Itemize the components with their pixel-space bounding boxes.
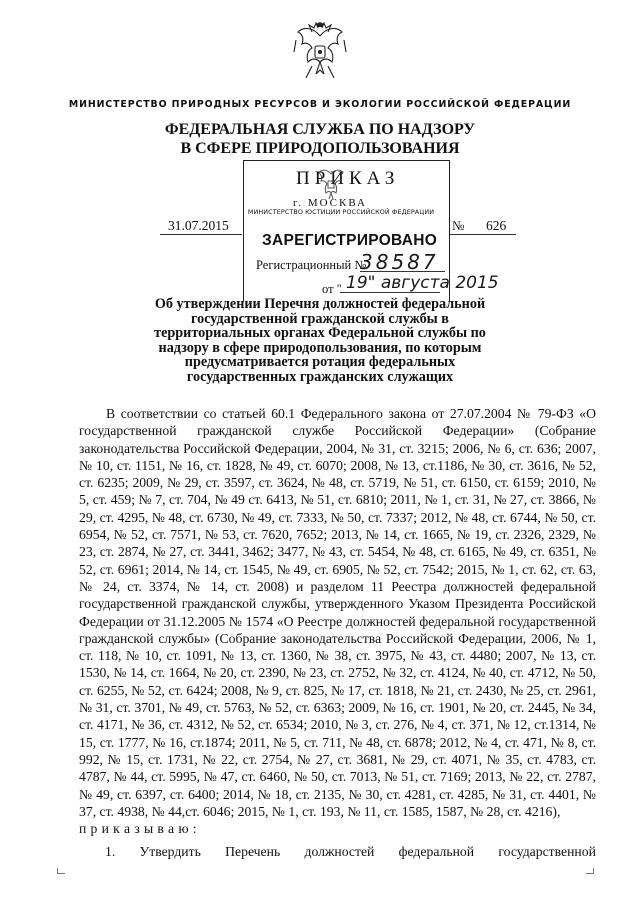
item-word: федеральной	[398, 844, 475, 859]
coat-of-arms-emblem	[292, 22, 348, 86]
crop-mark-right	[586, 868, 594, 874]
order-directive: п р и к а з ы в а ю :	[79, 821, 198, 837]
stamp-registration-underline	[360, 271, 445, 272]
subject-line: государственной гражданской службы в	[191, 310, 449, 327]
subject-line: надзору в сфере природопользования, по которым	[158, 339, 482, 356]
order-number: 626	[486, 218, 507, 233]
stamp-registration-date: 19" августа 2015	[346, 273, 499, 293]
item-word: Утвердить	[139, 844, 201, 859]
crop-mark-left	[57, 868, 65, 874]
stamp-registration-label: Регистрационный №	[256, 258, 367, 272]
order-item-1	[79, 844, 596, 860]
order-date: 31.07.2015	[168, 218, 229, 233]
service-name-line-2: В СФЕРЕ ПРИРОДОПОЛЬЗОВАНИЯ	[180, 140, 460, 157]
stamp-ministry-of-justice: МИНИСТЕРСТВО ЮСТИЦИИ РОССИЙСКОЙ ФЕДЕРАЦИИ	[247, 208, 435, 216]
service-name	[0, 120, 640, 158]
order-date-underline	[160, 234, 242, 235]
subject-line: государственных гражданских служащих	[186, 368, 454, 385]
item-word: государственной	[498, 844, 596, 859]
service-name-line-1: ФЕДЕРАЛЬНАЯ СЛУЖБА ПО НАДЗОРУ	[164, 121, 476, 138]
stamp-registration-number: 38587	[360, 250, 439, 274]
order-city: г. МОСКВА	[293, 197, 367, 209]
stamp-from-label: от "	[322, 282, 342, 296]
order-number-sign: №	[452, 218, 465, 233]
subject-line: предусматривается ротация федеральных	[184, 354, 456, 371]
item-number: 1.	[105, 844, 116, 859]
stamp-registered: ЗАРЕГИСТРИРОВАНО	[262, 232, 438, 249]
order-body	[79, 405, 596, 837]
stamp-date-underline	[340, 292, 440, 293]
subject-line: территориальных органах Федеральной службы по	[154, 325, 486, 342]
item-word: Перечень	[225, 844, 281, 859]
item-word: должностей	[304, 844, 375, 859]
order-subject	[140, 297, 500, 385]
order-number-underline	[450, 234, 516, 235]
subject-line: Об утверждении Перечня должностей федеральной	[154, 296, 486, 312]
ministry-name: МИНИСТЕРСТВО ПРИРОДНЫХ РЕСУРСОВ И ЭКОЛОГИИ РОССИЙСКОЙ ФЕДЕРАЦИИ	[68, 99, 572, 110]
order-body-text: В соответствии со статьей 60.1 Федерального закона от 27.07.2004 № 79-ФЗ «О государственной гражданской службе Российской Федерации» (Собрание законодательства Российской Федерации, 2004, № 31, ст. 3215; 2006, № 6, ст. 636; 2007, № 10, ст. 1151, № 16, ст. 1828, № 49, ст. 6070; 2008, № 13, ст.1186, № 30, ст. 3616, № 52, ст. 6235; 2009, № 29, ст. 3597, ст. 3624, № 48, ст. 5719, № 51, ст. 6150, ст. 6159; 2010, № 5, ст. 459; № 7, ст. 704, № 49 ст. 6413, № 51, ст. 6810; 2011, № 1, ст. 31, № 27, ст. 3866, № 29, ст. 4295, № 48, ст. 6730, № 49, ст. 7333, № 50, ст. 7337; 2012, № 48, ст. 6744, № 50, ст. 6954, № 52, ст. 7571, № 53, ст. 7620, 7652; 2013, № 14, ст. 1665, № 19, ст. 2326, 2329, № 23, ст. 2874, № 27, ст. 3441, 3462; 3477, № 43, ст. 5454, № 48, ст. 6165, № 49, ст. 6351, № 52, ст. 6961; 2014, № 14, ст. 1545, № 49, ст. 6905, № 52, ст. 7542; 2015, № 1, ст. 62, ст. 63, № 24, ст. 3374, № 14, ст. 2008) и разделом 11 Реестра должностей федеральной государственной гражданской службы, утвержденного Указом Президента Российской Федерации от 31.12.2005 № 1574 «О Реестре должностей федеральной государственной гражданской службы» (Собрание законодательства Российской Федерации, 2006, № 1, ст. 118, № 10, ст. 1091, № 13, ст. 1360, № 38, ст. 3975, № 43, ст. 4480; 2007, № 13, ст. 1530, № 14, ст. 1664, № 20, ст. 2390, № 23, ст. 2752, № 32, ст. 4124, № 40, ст. 4712, № 50, ст. 6255, № 52, ст. 6424; 2008, № 9, ст. 825, № 17, ст. 1818, № 21, ст. 2430, № 25, ст. 2961, № 31, ст. 3701, № 49, ст. 5763, № 52, ст. 6363; 2009, № 16, ст. 1901, № 20, ст. 2445, № 34, ст. 4171, № 36, ст. 4312, № 52, ст. 6534; 2010, № 3, ст. 276, № 4, ст. 371, № 12, ст.1314, № 15, ст. 1777, № 16, ст.1874; 2011, № 5, ст. 711, № 48, ст. 6878; 2012, № 4, ст. 471, № 8, ст. 992, № 15, ст. 1731, № 22, ст. 2754, № 27, ст. 3681, № 29, ст. 4071, № 35, ст. 4783, ст. 4787, № 44, ст. 5995, № 47, ст. 6460, № 50, ст. 7013, № 51, ст. 7169; 2013, № 22, ст. 2787, № 49, ст. 6397, ст. 6400; 2014, № 18, ст. 2135, № 30, ст. 4281, ст. 4285, № 31, ст. 4401, № 37, ст. 4938, № 44,ст. 6046; 2015, № 1, ст. 193, № 11, ст. 1585, 1587, № 28, ст. 4216),	[79, 406, 596, 819]
stamp-eagle-icon	[316, 166, 346, 200]
order-title: ПРИКАЗ	[296, 168, 400, 189]
